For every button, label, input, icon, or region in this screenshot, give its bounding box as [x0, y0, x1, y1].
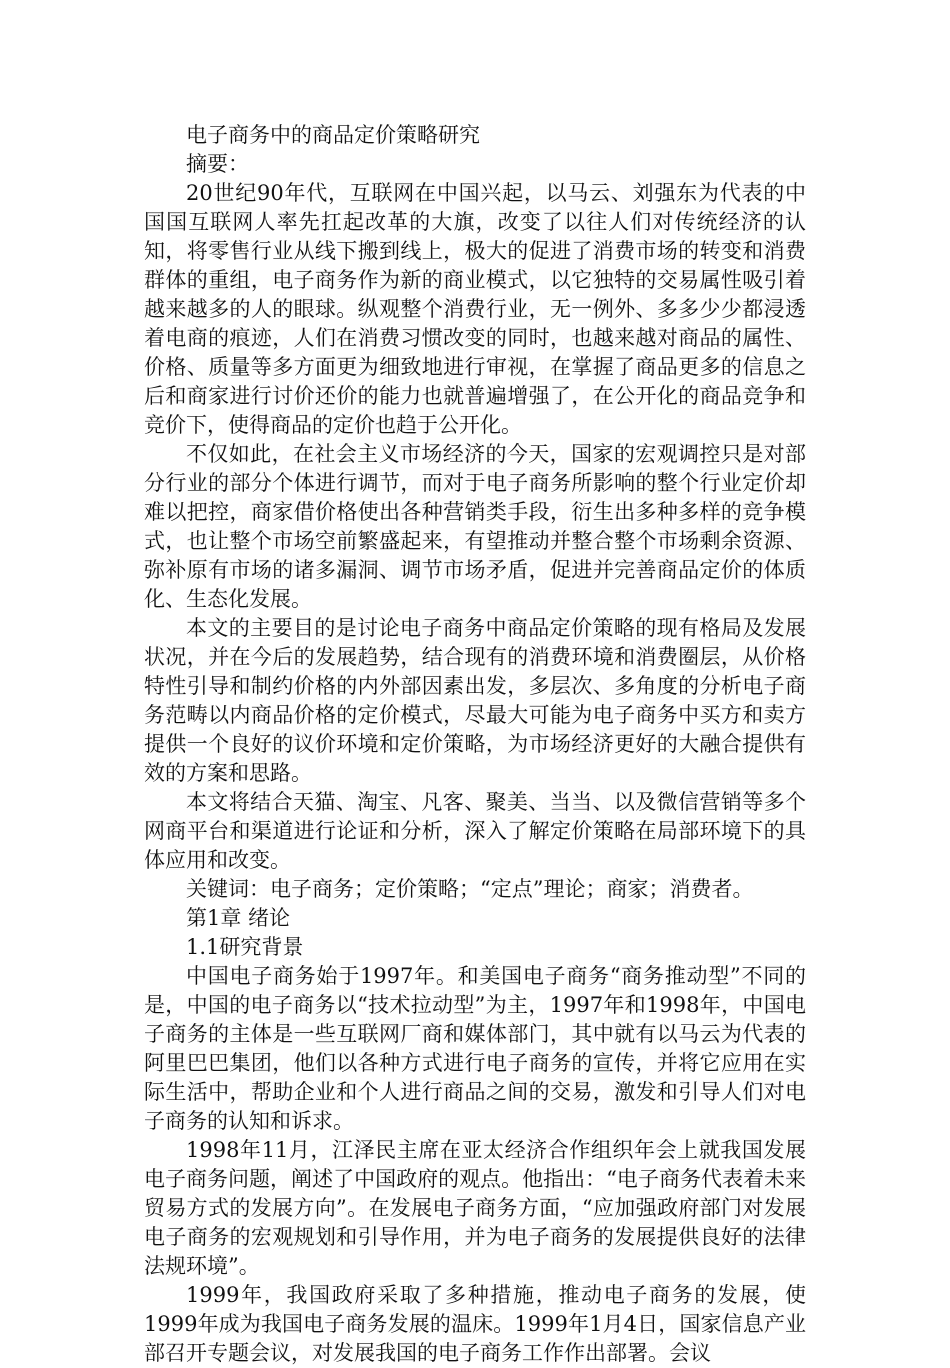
section-paragraph-2: 1998年11月，江泽民主席在亚太经济合作组织年会上就我国发展电子商务问题，阐述了中国政府的观点。他指出：“电子商务代表着未来贸易方式的发展方向”。在发展电子商务方面，“应加强政府部门对发展电子商务的宏观规划和引导作用，并为电子商务的发展提供良好的法律法规环境”。 [144, 1138, 806, 1278]
abstract-paragraph-2: 不仅如此，在社会主义市场经济的今天，国家的宏观调控只是对部分行业的部分个体进行调节，而对于电子商务所影响的整个行业定价却难以把控，商家借价格使出各种营销类手段，衍生出多种多样的竞争模式，也让整个市场空前繁盛起来，有望推动并整合整个市场剩余资源、弥补原有市场的诸多漏洞、调节市场矛盾，促进并完善商品定价的体质化、生态化发展。 [144, 442, 806, 611]
document-body [144, 121, 806, 1368]
abstract-paragraph-1: 20世纪90年代，互联网在中国兴起，以马云、刘强东为代表的中国国互联网人率先扛起改革的大旗，改变了以往人们对传统经济的认知，将零售行业从线下搬到线上，极大的促进了消费市场的转变和消费群体的重组，电子商务作为新的商业模式，以它独特的交易属性吸引着越来越多的人的眼球。纵观整个消费行业，无一例外、多多少少都浸透着电商的痕迹，人们在消费习惯改变的同时，也越来越对商品的属性、价格、质量等多方面更为细致地进行审视，在掌握了商品更多的信息之后和商家进行讨价还价的能力也就普遍增强了，在公开化的商品竞争和竞价下，使得商品的定价也趋于公开化。 [144, 181, 806, 437]
section-paragraph-3: 1999年，我国政府采取了多种措施，推动电子商务的发展，使1999年成为我国电子商务发展的温床。1999年1月4日，国家信息产业部召开专题会议，对发展我国的电子商务工作作出部署。会议 [144, 1283, 806, 1365]
document-title: 电子商务中的商品定价策略研究 [186, 123, 480, 147]
abstract-paragraph-4: 本文将结合天猫、淘宝、凡客、聚美、当当、以及微信营销等多个网商平台和渠道进行论证和分析，深入了解定价策略在局部环境下的具体应用和改变。 [144, 790, 806, 872]
chapter-heading: 第1章 绪论 [186, 906, 291, 930]
abstract-paragraph-3: 本文的主要目的是讨论电子商务中商品定价策略的现有格局及发展状况，并在今后的发展趋势，结合现有的消费环境和消费圈层，从价格特性引导和制约价格的内外部因素出发，多层次、多角度的分析电子商务范畴以内商品价格的定价模式，尽最大可能为电子商务中买方和卖方提供一个良好的议价环境和定价策略，为市场经济更好的大融合提供有效的方案和思路。 [144, 616, 806, 785]
abstract-label: 摘要： [186, 152, 249, 176]
keywords-line: 关键词：电子商务；定价策略；“定点”理论；商家；消费者。 [186, 877, 754, 901]
section-paragraph-1: 中国电子商务始于1997年。和美国电子商务“商务推动型”不同的是，中国的电子商务以“技术拉动型”为主，1997年和1998年，中国电子商务的主体是一些互联网厂商和媒体部门，其中就有以马云为代表的阿里巴巴集团，他们以各种方式进行电子商务的宣传，并将它应用在实际生活中，帮助企业和个人进行商品之间的交易，激发和引导人们对电子商务的认知和诉求。 [144, 964, 806, 1133]
section-heading: 1.1研究背景 [186, 935, 304, 959]
